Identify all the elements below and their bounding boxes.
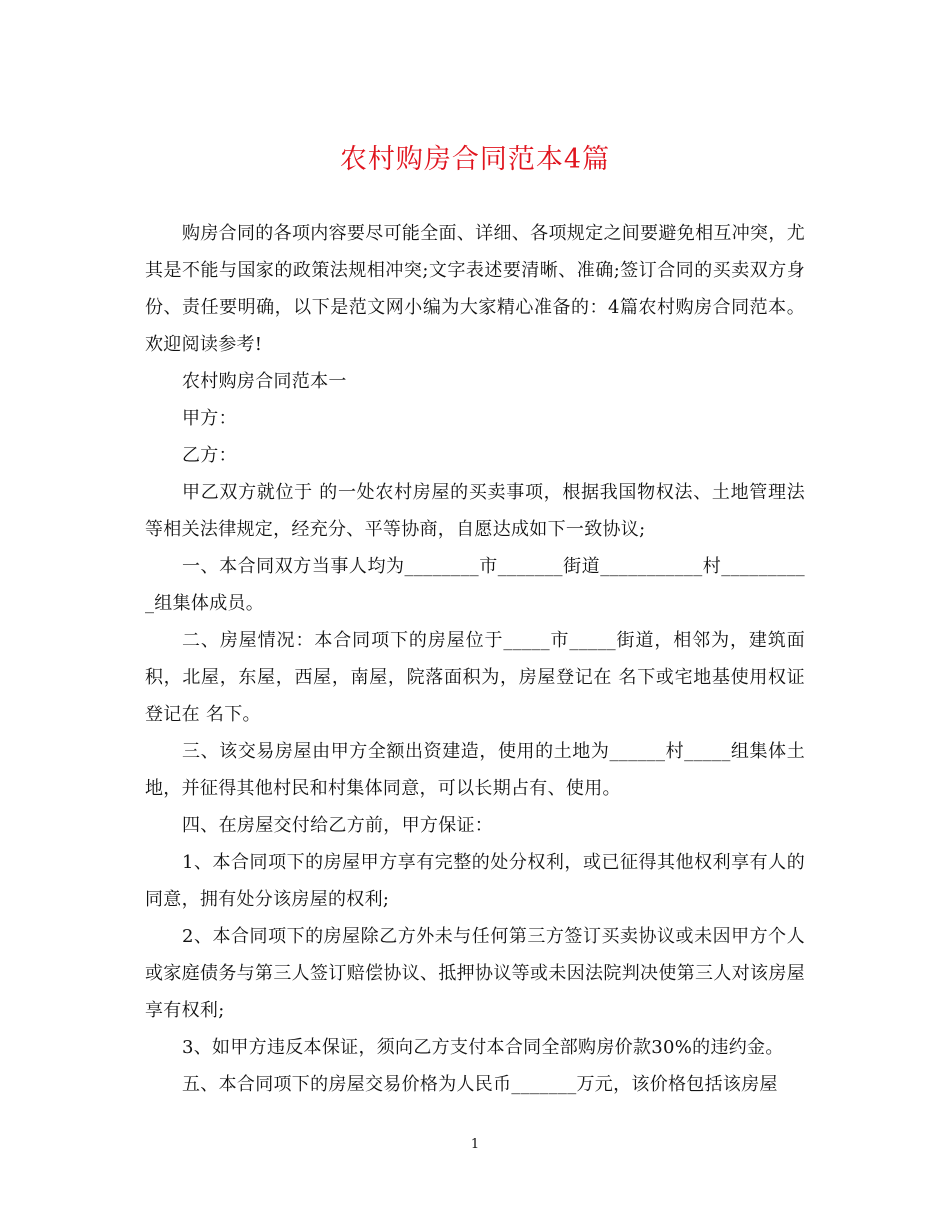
paragraph-clause-4-item-3: 3、如甲方违反本保证，须向乙方支付本合同全部购房价款30%的违约金。: [182, 1037, 784, 1058]
paragraph-clause-5: 五、本合同项下的房屋交易价格为人民币_______万元，该价格包括该房屋: [182, 1074, 778, 1095]
paragraph-clause-4: 四、在房屋交付给乙方前，甲方保证：: [182, 815, 494, 836]
paragraph-clause-1: 一、本合同双方当事人均为________市_______街道___________村__________组集体成员。: [145, 556, 805, 614]
paragraph-intro: 购房合同的各项内容要尽可能全面、详细、各项规定之间要避免相互冲突，尤其是不能与国家的政策法规相冲突;文字表述要清晰、准确;签订合同的买卖双方身份、责任要明确，以下是范文网小编为大家精心准备的：4篇农村购房合同范本。欢迎阅读参考!: [145, 223, 805, 355]
document-title: 农村购房合同范本4篇: [339, 144, 611, 175]
paragraph-party-b: 乙方：: [182, 445, 237, 466]
page-number: 1: [470, 1137, 480, 1152]
paragraph-clause-2: 二、房屋情况：本合同项下的房屋位于_____市_____街道，相邻为，建筑面积，北屋，东屋，西屋，南屋，院落面积为，房屋登记在 名下或宅地基使用权证登记在 名下。: [145, 630, 805, 725]
paragraph-clause-4-item-2: 2、本合同项下的房屋除乙方外未与任何第三方签订买卖协议或未因甲方个人或家庭债务与第三人签订赔偿协议、抵押协议等或未因法院判决使第三人对该房屋享有权利;: [145, 926, 805, 1021]
document-body: [145, 215, 805, 1103]
paragraph-clause-3: 三、该交易房屋由甲方全额出资建造，使用的土地为______村_____组集体土地，并征得其他村民和村集体同意，可以长期占有、使用。: [145, 741, 805, 799]
paragraph-party-a: 甲方：: [182, 408, 237, 429]
paragraph-contract-heading: 农村购房合同范本一: [182, 371, 347, 392]
paragraph-preamble: 甲乙双方就位于 的一处农村房屋的买卖事项，根据我国物权法、土地管理法等相关法律规定，经充分、平等协商，自愿达成如下一致协议;: [145, 482, 805, 540]
paragraph-clause-4-item-1: 1、本合同项下的房屋甲方享有完整的处分权利，或已征得其他权利享有人的同意，拥有处分该房屋的权利;: [145, 852, 805, 910]
